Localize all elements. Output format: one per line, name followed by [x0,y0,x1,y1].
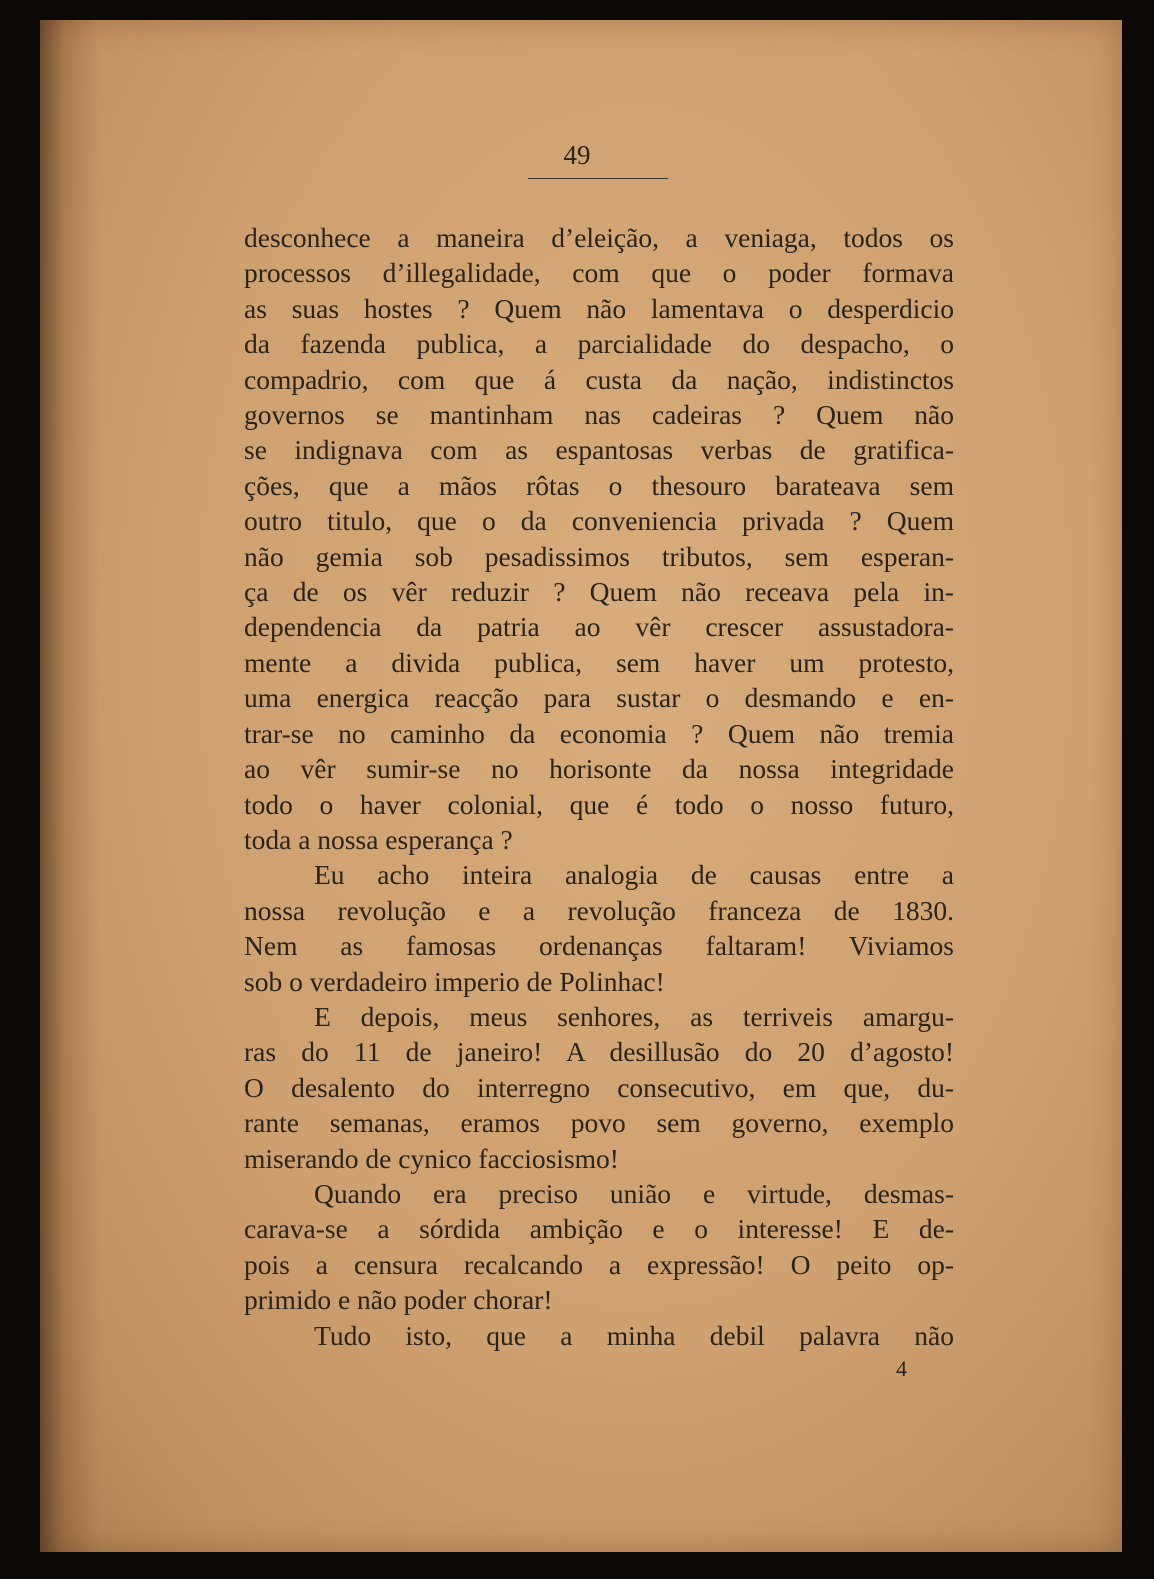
header-rule [528,178,668,179]
text-line: trar-se no caminho da economia ? Quem não tremia [244,717,954,749]
text-line: desconhece a maneira d’eleição, a veniaga, todos os [244,222,954,253]
text-line: ções, que a mãos rôtas o thesouro barateava sem [244,469,954,501]
text-line: ça de os vêr reduzir ? Quem não receava pela in- [244,576,954,608]
body-text [244,220,954,1353]
text-line: Quando era preciso união e virtude, desmas- [314,1177,954,1209]
signature-mark: 4 [896,1356,907,1381]
text-line: primido e não poder chorar! [244,1284,553,1316]
text-line: não gemia sob pesadissimos tributos, sem esperan- [244,540,954,572]
page-gutter-shadow [40,20,100,1552]
text-line: pois a censura recalcando a expressão! O peito op- [244,1248,954,1280]
text-line: ras do 11 de janeiro! A desillusão do 20 d’agosto! [244,1036,954,1068]
text-line: Nem as famosas ordenanças faltaram! Viviamos [244,930,954,962]
text-line: E depois, meus senhores, as terriveis amargu- [314,1000,954,1032]
text-line: miserando de cynico facciosismo! [244,1142,619,1174]
text-line: as suas hostes ? Quem não lamentava o desperdicio [244,292,954,324]
text-line: sob o verdadeiro imperio de Polinhac! [244,965,665,997]
text-line: dependencia da patria ao vêr crescer assustadora- [244,611,954,643]
text-line: se indignava com as espantosas verbas de gratifica- [244,434,954,466]
text-line: O desalento do interregno consecutivo, em que, du- [244,1071,954,1103]
text-line: da fazenda publica, a parcialidade do despacho, o [244,328,954,360]
text-line: carava-se a sórdida ambição e o interesse! E de- [244,1213,954,1245]
text-line: mente a divida publica, sem haver um protesto, [244,646,954,678]
page-number: 49 [563,140,591,170]
text-line: Eu acho inteira analogia de causas entre a [314,859,954,891]
text-line: Tudo isto, que a minha debil palavra não [314,1319,954,1351]
text-line: toda a nossa esperança ? [244,823,513,855]
text-line: processos d’illegalidade, com que o poder formava [244,257,954,289]
text-line: ao vêr sumir-se no horisonte da nossa integridade [244,753,954,785]
text-line: nossa revolução e a revolução franceza de 1830. [244,894,954,926]
text-line: compadrio, com que á custa da nação, indistinctos [244,363,954,395]
text-line: governos se mantinham nas cadeiras ? Quem não [244,399,954,431]
text-line: uma energica reacção para sustar o desmando e en- [244,682,954,714]
text-line: outro titulo, que o da conveniencia privada ? Quem [244,505,954,537]
text-line: rante semanas, eramos povo sem governo, exemplo [244,1107,954,1139]
text-line: todo o haver colonial, que é todo o nosso futuro, [244,788,954,820]
